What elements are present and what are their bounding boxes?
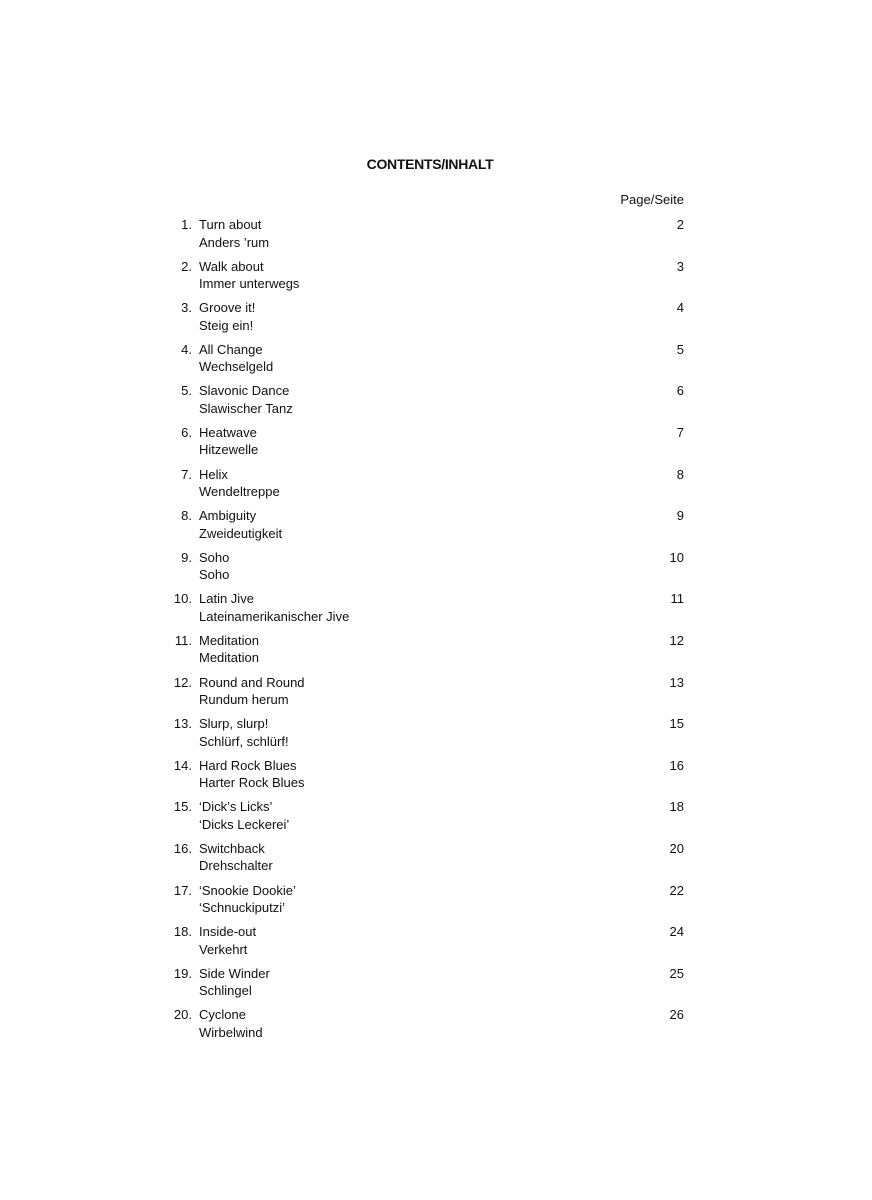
entry-number: 16.	[173, 840, 192, 856]
entry-titles	[199, 840, 273, 875]
entry-number: 11.	[174, 632, 192, 648]
entry-title-english: ‘Dick’s Licks’	[199, 799, 273, 815]
entry-page-number: 9	[676, 508, 684, 524]
entry-page-number: 11	[670, 591, 684, 607]
toc-entry	[0, 549, 872, 591]
toc-entry	[0, 1006, 872, 1048]
entry-title-german: Zweideutigkeit	[199, 525, 283, 541]
toc-entry	[0, 798, 872, 840]
entry-title-german: Hitzewelle	[199, 442, 259, 458]
entry-page-number: 12	[669, 632, 684, 648]
entry-page-number: 5	[676, 341, 684, 357]
entry-titles	[199, 674, 305, 709]
entry-number: 10.	[173, 591, 192, 607]
entry-number: 17.	[173, 882, 192, 898]
entry-title-english: Latin Jive	[199, 591, 254, 607]
entry-title-english: Switchback	[199, 840, 265, 856]
entry-titles	[199, 798, 289, 833]
toc-entry	[0, 923, 872, 965]
entry-title-english: Round and Round	[199, 674, 305, 690]
toc-entry	[0, 632, 872, 674]
toc-entry	[0, 674, 872, 716]
entry-title-english: Slurp, slurp!	[199, 716, 269, 732]
entry-number: 15.	[173, 799, 192, 815]
entry-number: 6.	[181, 424, 192, 440]
entry-title-german: Soho	[199, 567, 230, 583]
entry-number: 18.	[173, 924, 192, 940]
entry-title-english: Side Winder	[199, 965, 270, 981]
entry-titles	[199, 424, 258, 459]
entry-titles	[199, 382, 293, 417]
entry-title-english: ‘Snookie Dookie’	[199, 882, 296, 898]
entry-number: 9.	[181, 549, 192, 565]
entry-number: 8.	[181, 508, 192, 524]
entry-title-german: Wechselgeld	[199, 359, 274, 375]
toc-entry	[0, 341, 872, 383]
entry-title-german: Harter Rock Blues	[199, 775, 305, 791]
entry-title-english: Inside-out	[199, 924, 257, 940]
entry-title-english: Groove it!	[199, 300, 256, 316]
entry-number: 20.	[173, 1007, 192, 1023]
entry-title-german: Slawischer Tanz	[199, 400, 293, 416]
entry-page-number: 2	[676, 217, 684, 232]
entry-title-german: Rundum herum	[199, 692, 289, 708]
entry-number: 7.	[181, 466, 192, 482]
toc-entry	[0, 715, 872, 757]
toc-entry	[0, 216, 872, 258]
entry-page-number: 25	[669, 965, 684, 981]
entry-title-english: Helix	[199, 466, 228, 482]
entry-titles	[199, 590, 349, 625]
entry-number: 14.	[173, 757, 192, 773]
entry-title-german: Drehschalter	[199, 858, 273, 874]
entry-titles	[199, 882, 296, 917]
entry-number: 19.	[173, 965, 192, 981]
entry-title-english: Walk about	[199, 258, 264, 274]
entry-page-number: 10	[669, 549, 684, 565]
entry-title-english: All Change	[199, 341, 263, 357]
entry-title-english: Slavonic Dance	[199, 383, 290, 399]
entry-titles	[199, 715, 289, 750]
page-title: CONTENTS/INHALT	[366, 156, 494, 172]
entry-page-number: 3	[676, 258, 684, 274]
toc-entry	[0, 590, 872, 632]
entry-title-german: ‘Dicks Leckerei’	[199, 816, 290, 832]
entry-titles	[199, 757, 304, 792]
entry-title-german: Anders ’rum	[199, 234, 270, 250]
entry-number: 4.	[181, 341, 192, 357]
entry-page-number: 7	[676, 424, 684, 440]
entry-title-german: Schlingel	[199, 983, 252, 999]
entry-title-english: Cyclone	[199, 1007, 246, 1023]
entry-title-english: Turn about	[199, 217, 262, 232]
entry-titles	[199, 258, 299, 293]
entry-title-english: Hard Rock Blues	[199, 757, 297, 773]
entry-page-number: 6	[676, 383, 684, 399]
entry-titles	[199, 1006, 263, 1041]
toc-entry	[0, 757, 872, 799]
entry-titles	[199, 549, 229, 584]
entry-titles	[199, 216, 269, 251]
entry-number: 5.	[181, 383, 192, 399]
table-of-contents	[0, 216, 872, 1048]
entry-title-german: Steig ein!	[199, 317, 254, 333]
entry-page-number: 18	[669, 799, 684, 815]
entry-page-number: 22	[669, 882, 684, 898]
entry-title-german: Meditation	[199, 650, 259, 666]
entry-number: 2.	[181, 258, 192, 274]
entry-title-german: Schlürf, schlürf!	[199, 733, 289, 749]
entry-page-number: 15	[669, 716, 684, 732]
entry-number: 3.	[181, 300, 192, 316]
entry-title-german: Verkehrt	[199, 941, 248, 957]
entry-title-english: Meditation	[199, 632, 259, 648]
entry-page-number: 16	[669, 757, 684, 773]
toc-entry	[0, 424, 872, 466]
toc-entry	[0, 466, 872, 508]
toc-entry	[0, 299, 872, 341]
entry-title-english: Soho	[199, 549, 230, 565]
entry-titles	[199, 923, 256, 958]
toc-entry	[0, 382, 872, 424]
toc-entry	[0, 840, 872, 882]
entry-title-german: ‘Schnuckiputzi’	[199, 900, 285, 915]
page-column-header: Page/Seite	[620, 192, 684, 207]
entry-titles	[199, 466, 280, 501]
entry-title-english: Heatwave	[199, 424, 257, 440]
entry-page-number: 8	[676, 466, 684, 482]
entry-number: 1.	[181, 217, 192, 232]
entry-page-number: 13	[669, 674, 684, 690]
entry-titles	[199, 507, 282, 542]
entry-titles	[199, 965, 270, 1000]
toc-entry	[0, 507, 872, 549]
entry-number: 13.	[173, 716, 192, 732]
entry-titles	[199, 341, 273, 376]
entry-number: 12.	[173, 674, 192, 690]
entry-page-number: 20	[669, 840, 684, 856]
entry-title-german: Immer unterwegs	[199, 276, 300, 292]
entry-title-english: Ambiguity	[199, 508, 257, 524]
entry-page-number: 4	[676, 300, 684, 316]
entry-page-number: 26	[669, 1007, 684, 1023]
entry-page-number: 24	[669, 924, 684, 940]
entry-title-german: Wirbelwind	[199, 1024, 263, 1040]
entry-title-german: Lateinamerikanischer Jive	[199, 608, 350, 624]
entry-title-german: Wendeltreppe	[199, 484, 280, 500]
toc-entry	[0, 258, 872, 300]
toc-entry	[0, 965, 872, 1007]
entry-titles	[199, 299, 255, 334]
toc-entry	[0, 882, 872, 924]
entry-titles	[199, 632, 259, 667]
